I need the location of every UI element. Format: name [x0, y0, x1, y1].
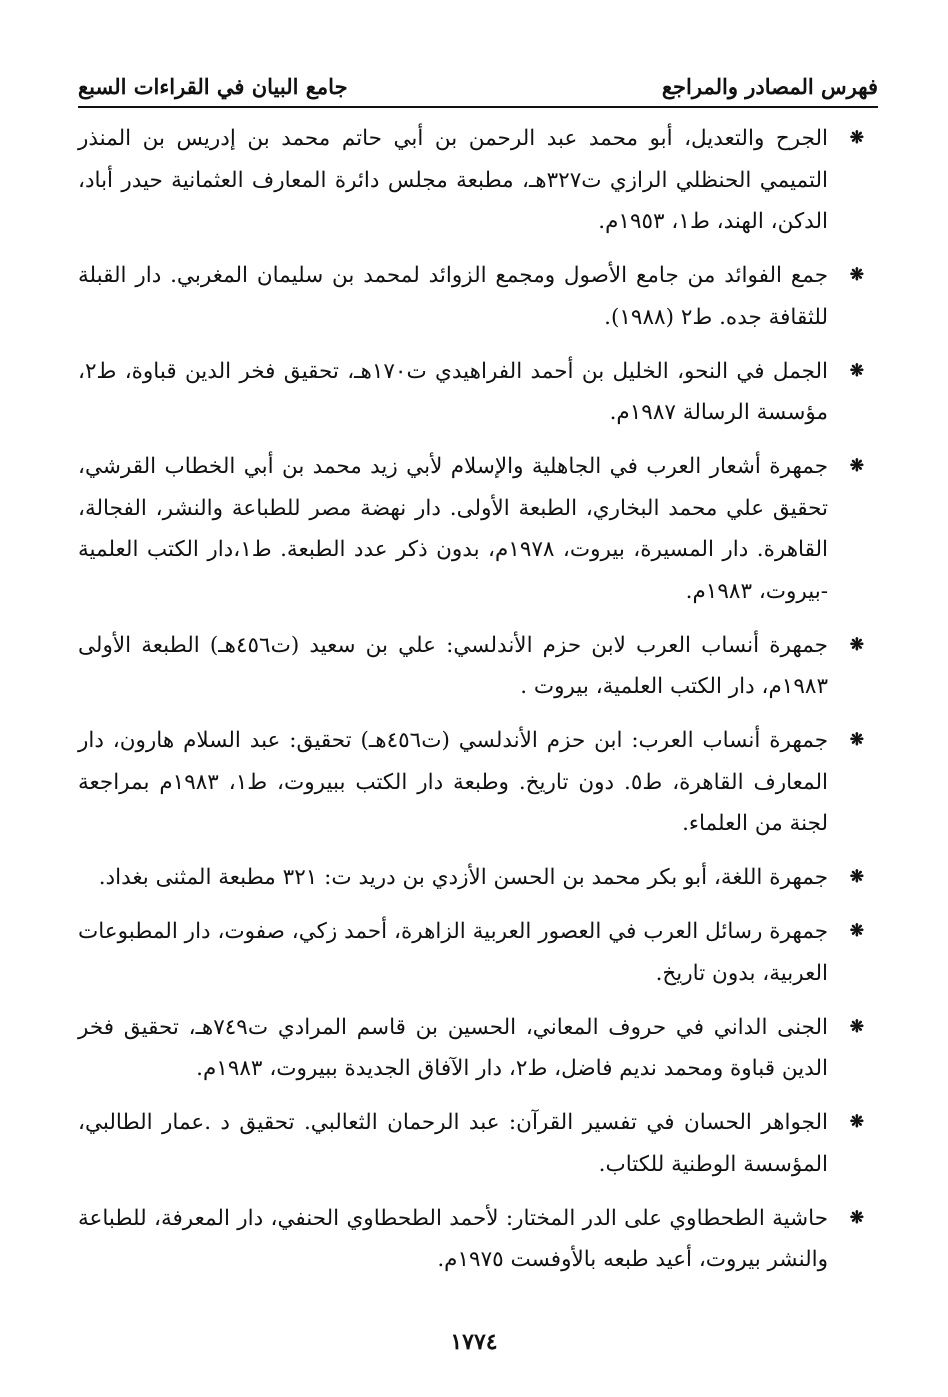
- entry-text: الجواهر الحسان في تفسير القرآن: عبد الرحمان الثعالبي. تحقيق د .عمار الطالبي، المؤسسة الوطنية للكتاب.: [78, 1110, 828, 1177]
- bullet-star-icon: ❋: [849, 128, 864, 148]
- bibliography-entry: [78, 351, 878, 434]
- running-header: [78, 68, 878, 104]
- header-right-title: فهرس المصادر والمراجع: [661, 73, 878, 99]
- entry-text: جمهرة أنساب العرب: ابن حزم الأندلسي (ت٤٥٦هـ) تحقيق: عبد السلام هارون، دار المعارف القاهرة، ط٥. دون تاريخ. وطبعة دار الكتب ببيروت، ط١، ١٩٨٣م بمراجعة لجنة من العلماء.: [78, 728, 828, 836]
- bibliography-list: [78, 118, 878, 1293]
- bibliography-entry: [78, 446, 878, 612]
- entry-text: جمهرة رسائل العرب في العصور العربية الزاهرة، أحمد زكي، صفوت، دار المطبوعات العربية، بدون تاريخ.: [78, 919, 828, 986]
- entry-text: حاشية الطحطاوي على الدر المختار: لأحمد الطحطاوي الحنفي، دار المعرفة، للطباعة والنشر بيروت، أعيد طبعه بالأوفست ١٩٧٥م.: [78, 1205, 828, 1272]
- bibliography-entry: [78, 625, 878, 708]
- bibliography-entry: [78, 911, 878, 994]
- header-divider: [78, 106, 878, 108]
- header-left-title: جامع البيان في القراءات السبع: [78, 73, 348, 99]
- bibliography-entry: [78, 1102, 878, 1185]
- entry-text: جمهرة أنساب العرب لابن حزم الأندلسي: علي بن سعيد (ت٤٥٦هـ) الطبعة الأولى ١٩٨٣م، دار الكتب العلمية، بيروت .: [78, 632, 828, 699]
- entry-text: جمهرة أشعار العرب في الجاهلية والإسلام لأبي زيد محمد بن أبي الخطاب القرشي، تحقيق علي محمد البخاري، الطبعة الأولى. دار نهضة مصر للطباعة والنشر، الفجالة، القاهرة. دار المسيرة، بيروت، ١٩٧٨م، بدون ذكر عدد الطبعة. ط١،دار الكتب العلمية -بيروت، ١٩٨٣م.: [78, 454, 828, 604]
- bullet-star-icon: ❋: [849, 634, 864, 655]
- bibliography-entry: [78, 255, 878, 338]
- bibliography-entry: [78, 118, 878, 243]
- bullet-star-icon: ❋: [849, 1112, 864, 1132]
- bullet-star-icon: ❋: [849, 360, 864, 381]
- bibliography-entry: [78, 1007, 878, 1090]
- entry-text: الجرح والتعديل، أبو محمد عبد الرحمن بن أبي حاتم محمد بن إدريس بن المنذر التميمي الحنظلي الرازي ت٣٢٧هـ، مطبعة مجلس دائرة المعارف العثمانية حيدر أباد، الدكن، الهند، ط١، ١٩٥٣م.: [78, 126, 828, 234]
- bullet-star-icon: ❋: [849, 921, 864, 941]
- bullet-star-icon: ❋: [849, 867, 864, 887]
- bullet-star-icon: ❋: [849, 456, 864, 476]
- bibliography-entry: [78, 1198, 878, 1281]
- bullet-star-icon: ❋: [849, 730, 864, 750]
- bibliography-entry: [78, 720, 878, 845]
- bullet-star-icon: ❋: [849, 265, 864, 285]
- bullet-star-icon: ❋: [849, 1016, 864, 1037]
- entry-text: جمهرة اللغة، أبو بكر محمد بن الحسن الأزدي بن دريد ت: ٣٢١ مطبعة المثنى بغداد.: [98, 865, 828, 890]
- bibliography-entry: [78, 857, 878, 899]
- entry-text: الجنى الداني في حروف المعاني، الحسين بن قاسم المرادي ت٧٤٩هـ، تحقيق فخر الدين قباوة ومحمد نديم فاضل، ط٢، دار الآفاق الجديدة ببيروت، ١٩٨٣م.: [78, 1014, 828, 1081]
- entry-text: جمع الفوائد من جامع الأصول ومجمع الزوائد لمحمد بن سليمان المغربي. دار القبلة للثقافة جده. ط٢ (١٩٨٨).: [78, 263, 828, 330]
- entry-text: الجمل في النحو، الخليل بن أحمد الفراهيدي ت١٧٠هـ، تحقيق فخر الدين قباوة، ط٢، مؤسسة الرسالة ١٩٨٧م.: [78, 358, 828, 425]
- page-number: ١٧٧٤: [450, 1329, 498, 1355]
- bullet-star-icon: ❋: [849, 1207, 864, 1228]
